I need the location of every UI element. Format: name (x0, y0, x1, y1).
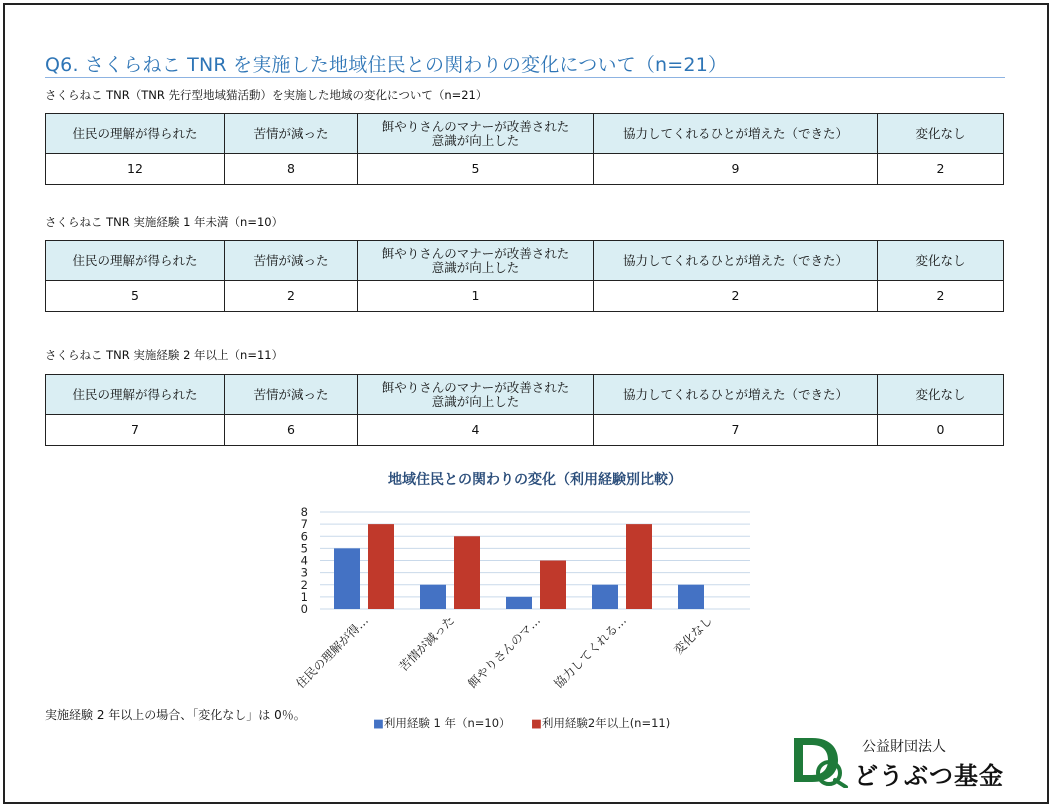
header-cell: 変化なし (878, 375, 1004, 415)
header-cell: 協力してくれるひとが増えた（できた） (594, 375, 878, 415)
table-caption-over-2yr: さくらねこ TNR 実施経験 2 年以上（n=11） (45, 348, 284, 362)
table-caption-under-1yr: さくらねこ TNR 実施経験 1 年未満（n=10） (45, 215, 284, 229)
header-cell: 住民の理解が得られた (46, 241, 225, 281)
x-tick-label: 変化なし (671, 613, 716, 658)
chart-title: 地域住民との関わりの変化（利用経験別比較） (388, 472, 682, 488)
value-cell: 12 (46, 154, 225, 185)
page-title: Q6. さくらねこ TNR を実施した地域住民との関わりの変化について（n=21） (45, 54, 728, 76)
bar (368, 524, 394, 609)
legend-label: 利用経験2年以上(n=11) (541, 716, 671, 730)
header-line: 意識が向上した (431, 259, 520, 275)
y-tick-label: 0 (300, 602, 308, 616)
logo-org-name: どうぶつ基金 (854, 762, 1004, 790)
table-under-1yr (45, 240, 1004, 312)
value-cell: 7 (46, 415, 225, 446)
table-header-row (46, 375, 1004, 415)
logo-mark-icon (788, 732, 852, 788)
y-tick-label: 6 (300, 529, 308, 544)
value-cell: 1 (358, 281, 594, 312)
value-cell: 2 (878, 154, 1004, 185)
header-cell: 苦情が減った (225, 114, 358, 154)
legend-swatch: ■ (373, 716, 384, 730)
table-caption-all: さくらねこ TNR（TNR 先行型地域猫活動）を実施した地域の変化について（n=21） (45, 88, 488, 102)
header-cell (358, 375, 594, 415)
value-cell: 8 (225, 154, 358, 185)
table-row (46, 154, 1004, 185)
value-cell: 2 (225, 281, 358, 312)
table-header-row (46, 241, 1004, 281)
x-tick-label: 餌やりさんのマ… (465, 613, 544, 692)
header-line: 餌やりさんのマナーが改善された (381, 379, 570, 395)
y-tick-label: 1 (300, 589, 308, 604)
header-cell: 変化なし (878, 241, 1004, 281)
value-cell: 7 (594, 415, 878, 446)
y-tick-label: 5 (300, 541, 308, 556)
header-line: 餌やりさんのマナーが改善された (381, 245, 570, 261)
bar (592, 585, 618, 609)
y-tick-label: 4 (300, 553, 308, 568)
value-cell: 4 (358, 415, 594, 446)
table-row (46, 415, 1004, 446)
header-line: 意識が向上した (431, 132, 520, 148)
y-tick-label: 3 (300, 565, 308, 580)
bar (678, 585, 704, 609)
bar (420, 585, 446, 609)
bar (454, 536, 480, 609)
header-cell (358, 114, 594, 154)
title-divider (45, 77, 1005, 78)
foundation-logo (788, 732, 1008, 792)
table-all (45, 113, 1004, 185)
x-tick-label: 協力してくれる… (551, 613, 630, 692)
y-tick-label: 2 (300, 577, 308, 592)
value-cell: 2 (594, 281, 878, 312)
legend-entry (373, 716, 511, 730)
header-cell: 住民の理解が得られた (46, 114, 225, 154)
value-cell: 0 (878, 415, 1004, 446)
value-cell: 9 (594, 154, 878, 185)
bar (334, 548, 360, 609)
header-cell (358, 241, 594, 281)
table-over-2yr (45, 374, 1004, 446)
table-row (46, 281, 1004, 312)
legend-label: 利用経験 1 年（n=10） (383, 716, 511, 730)
header-line: 餌やりさんのマナーが改善された (381, 118, 570, 134)
legend-entry (531, 716, 670, 730)
x-tick-label: 苦情が減った (396, 613, 458, 675)
header-line: 意識が向上した (431, 393, 520, 409)
bar (626, 524, 652, 609)
header-cell: 苦情が減った (225, 375, 358, 415)
y-tick-label: 7 (300, 517, 308, 532)
value-cell: 5 (46, 281, 225, 312)
footnote: 実施経験 2 年以上の場合、「変化なし」は 0％。 (45, 708, 306, 722)
bar (540, 561, 566, 610)
value-cell: 2 (878, 281, 1004, 312)
x-tick-label: 住民の理解が得… (293, 613, 372, 692)
legend-swatch: ■ (531, 716, 542, 730)
header-cell: 協力してくれるひとが増えた（できた） (594, 114, 878, 154)
logo-org-type: 公益財団法人 (862, 739, 946, 755)
header-cell: 苦情が減った (225, 241, 358, 281)
table-header-row (46, 114, 1004, 154)
y-tick-label: 8 (300, 505, 308, 519)
header-cell: 住民の理解が得られた (46, 375, 225, 415)
value-cell: 5 (358, 154, 594, 185)
bar (506, 597, 532, 609)
bar-chart (270, 465, 770, 740)
value-cell: 6 (225, 415, 358, 446)
header-cell: 協力してくれるひとが増えた（できた） (594, 241, 878, 281)
header-cell: 変化なし (878, 114, 1004, 154)
